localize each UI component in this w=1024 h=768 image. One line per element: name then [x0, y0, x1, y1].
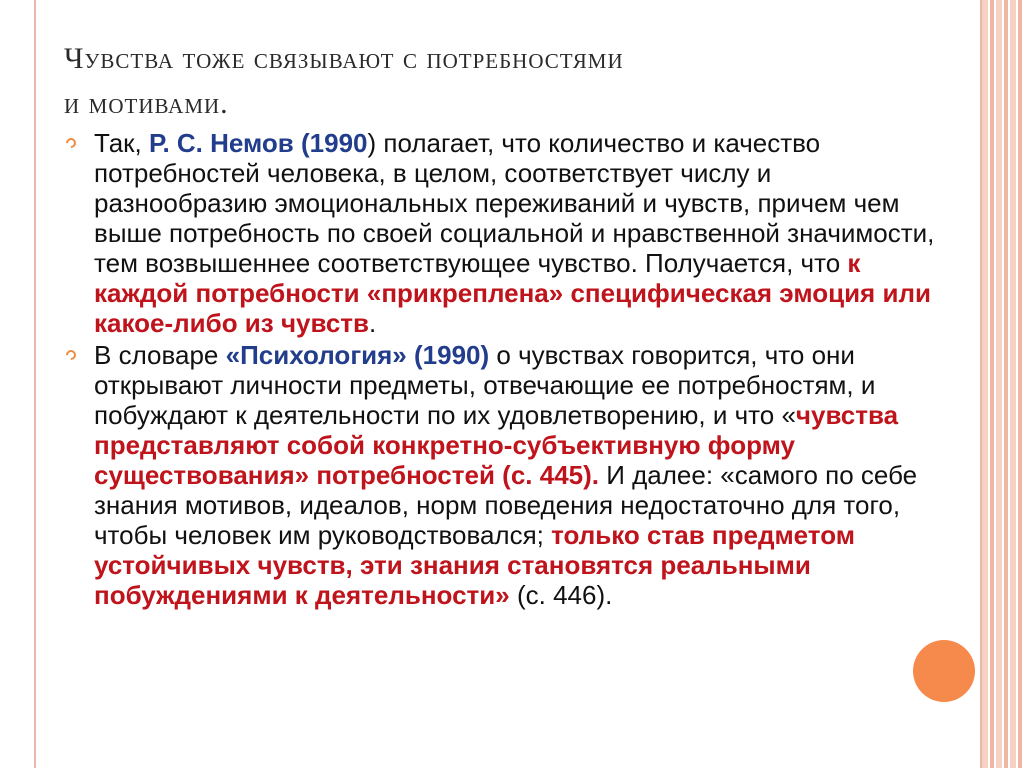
bullet2-text-2: о чувствах говорится, что они открывают личности предметы, отвечающие ее потребностям, и побуждают к деятельности по их удовлетворению, и что « [94, 340, 876, 430]
bullet-icon [64, 136, 78, 150]
bullet1-emphasis: к каждой потребности «прикреплена» специфическая эмоция или какое-либо из чувств [94, 248, 931, 338]
bullet2-emphasis-1: чувства представляют собой конкретно-субъективную форму существования» потребностей (с. 445). [94, 400, 899, 490]
bullet2-text-1: В словаре [94, 340, 226, 370]
decorative-orange-circle [913, 640, 975, 702]
bullet1-text-3: . [369, 308, 377, 338]
bullet2-source: «Психология» (1990) [225, 340, 490, 370]
decorative-stripes [982, 0, 1024, 768]
bullet1-text-2: ) полагает, что количество и качество потребностей человека, в целом, соответствует числу и разнообразию эмоциональных переживаний и чувств, причем чем выше потребность по своей социальной и нравственной значимости, тем возвышеннее соответствующее чувство. Получается, что [94, 128, 935, 278]
bullet-list [66, 128, 946, 612]
bullet1-text-1: Так, [94, 128, 149, 158]
bullet2-text-3: И далее: «самого по себе знания мотивов, идеалов, норм поведения недостаточно для того, чтобы человек им руководствовался; [94, 460, 918, 550]
slide-title [64, 36, 924, 126]
bullet2-text-4: (с. 446). [509, 580, 613, 610]
bullet1-author: Р. С. Немов (1990 [149, 128, 368, 158]
title-line-1: Чувства тоже связывают с потребностями [64, 42, 624, 75]
bullet-item-2 [66, 340, 946, 610]
bullet-item-1 [66, 128, 946, 338]
left-margin [0, 0, 34, 768]
title-line-2: и мотивами. [64, 87, 229, 120]
bullet-icon [64, 348, 78, 362]
bullet2-emphasis-2: только став предметом устойчивых чувств, эти знания становятся реальными побуждениями к деятельности» [94, 520, 855, 610]
